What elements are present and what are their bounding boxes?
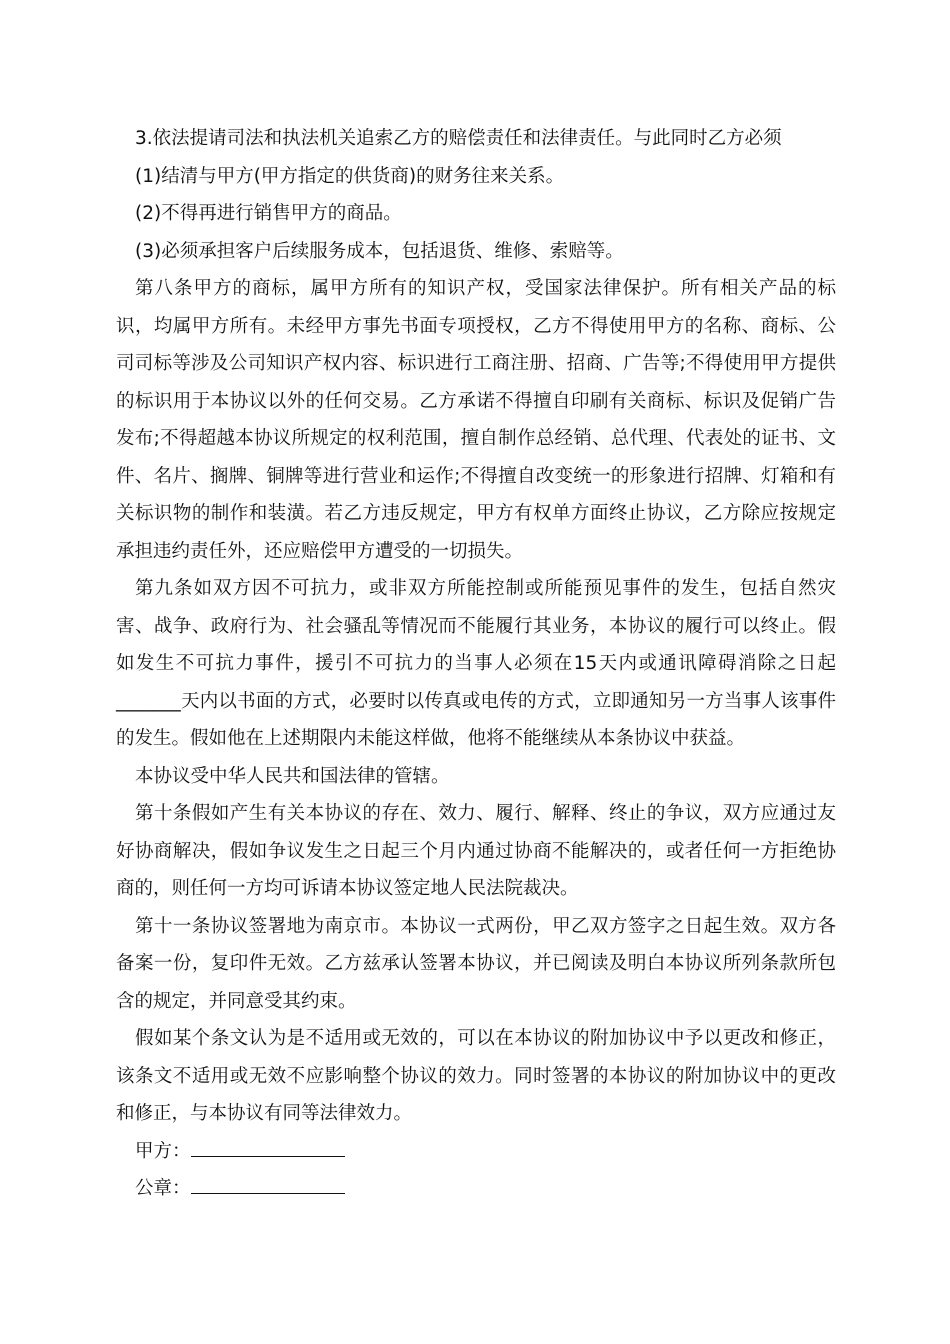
seal-blank[interactable]	[191, 1175, 345, 1194]
article-9-paragraph: 第九条如双方因不可抗力，或非双方所能控制或所能预见事件的发生，包括自然灾害、战争、政府行为、社会骚乱等情况而不能履行其业务，本协议的履行可以终止。假如发生不可抗力事件，援引不可抗力的当事人必须在15天内或通讯障碍消除之日起_______天内以书面的方式，必要时以传真或电传的方式，立即通知另一方当事人该事件的发生。假如他在上述期限内未能这样做，他将不能继续从本条协议中获益。	[116, 578, 836, 749]
party-a-label: 甲方：	[135, 1140, 191, 1162]
article-10-paragraph: 第十条假如产生有关本协议的存在、效力、履行、解释、终止的争议，双方应通过友好协商解决，假如争议发生之日起三个月内通过协商不能解决的，或者任何一方拒绝协商的，则任何一方均可诉请本协议签定地人民法院裁决。	[116, 803, 836, 899]
seal-label: 公章：	[135, 1178, 191, 1199]
clause-3-sub-1: (1)结清与甲方(甲方指定的供货商)的财务往来关系。	[135, 165, 565, 187]
clause-3-sub-3: (3)必须承担客户后续服务成本，包括退货、维修、索赔等。	[135, 240, 624, 262]
article-8-paragraph: 第八条甲方的商标，属甲方所有的知识产权，受国家法律保护。所有相关产品的标识，均属甲方所有。未经甲方事先书面专项授权，乙方不得使用甲方的名称、商标、公司司标等涉及公司知识产权内容、标识进行工商注册、招商、广告等;不得使用甲方提供的标识用于本协议以外的任何交易。乙方承诺不得擅自印刷有关商标、标识及促销广告发布;不得超越本协议所规定的权利范围，擅自制作总经销、总代理、代表处的证书、文件、名片、搁牌、铜牌等进行营业和运作;不得擅自改变统一的形象进行招牌、灯箱和有关标识物的制作和装潢。若乙方违反规定，甲方有权单方面终止协议，乙方除应按规定承担违约责任外，还应赔偿甲方遭受的一切损失。	[116, 278, 836, 562]
seal-signature-line	[116, 1170, 836, 1208]
clause-3-sub-2: (2)不得再进行销售甲方的商品。	[135, 203, 402, 224]
party-a-blank[interactable]	[191, 1138, 345, 1157]
party-a-signature-line	[116, 1133, 836, 1171]
article-11-paragraph: 第十一条协议签署地为南京市。本协议一式两份，甲乙双方签字之日起生效。双方各备案一份，复印件无效。乙方兹承认签署本协议，并已阅读及明白本协议所列条款所包含的规定，并同意受其约束。	[116, 915, 836, 1012]
clause-3-item: 3.依法提请司法和执法机关追索乙方的赔偿责任和法律责任。与此同时乙方必须	[135, 128, 782, 149]
severability-paragraph: 假如某个条文认为是不适用或无效的，可以在本协议的附加协议中予以更改和修正，该条文不适用或无效不应影响整个协议的效力。同时签署的本协议的附加协议中的更改和修正，与本协议有同等法律效力。	[116, 1028, 836, 1124]
governing-law-paragraph: 本协议受中华人民共和国法律的管辖。	[135, 765, 450, 787]
document-body	[116, 120, 836, 1208]
